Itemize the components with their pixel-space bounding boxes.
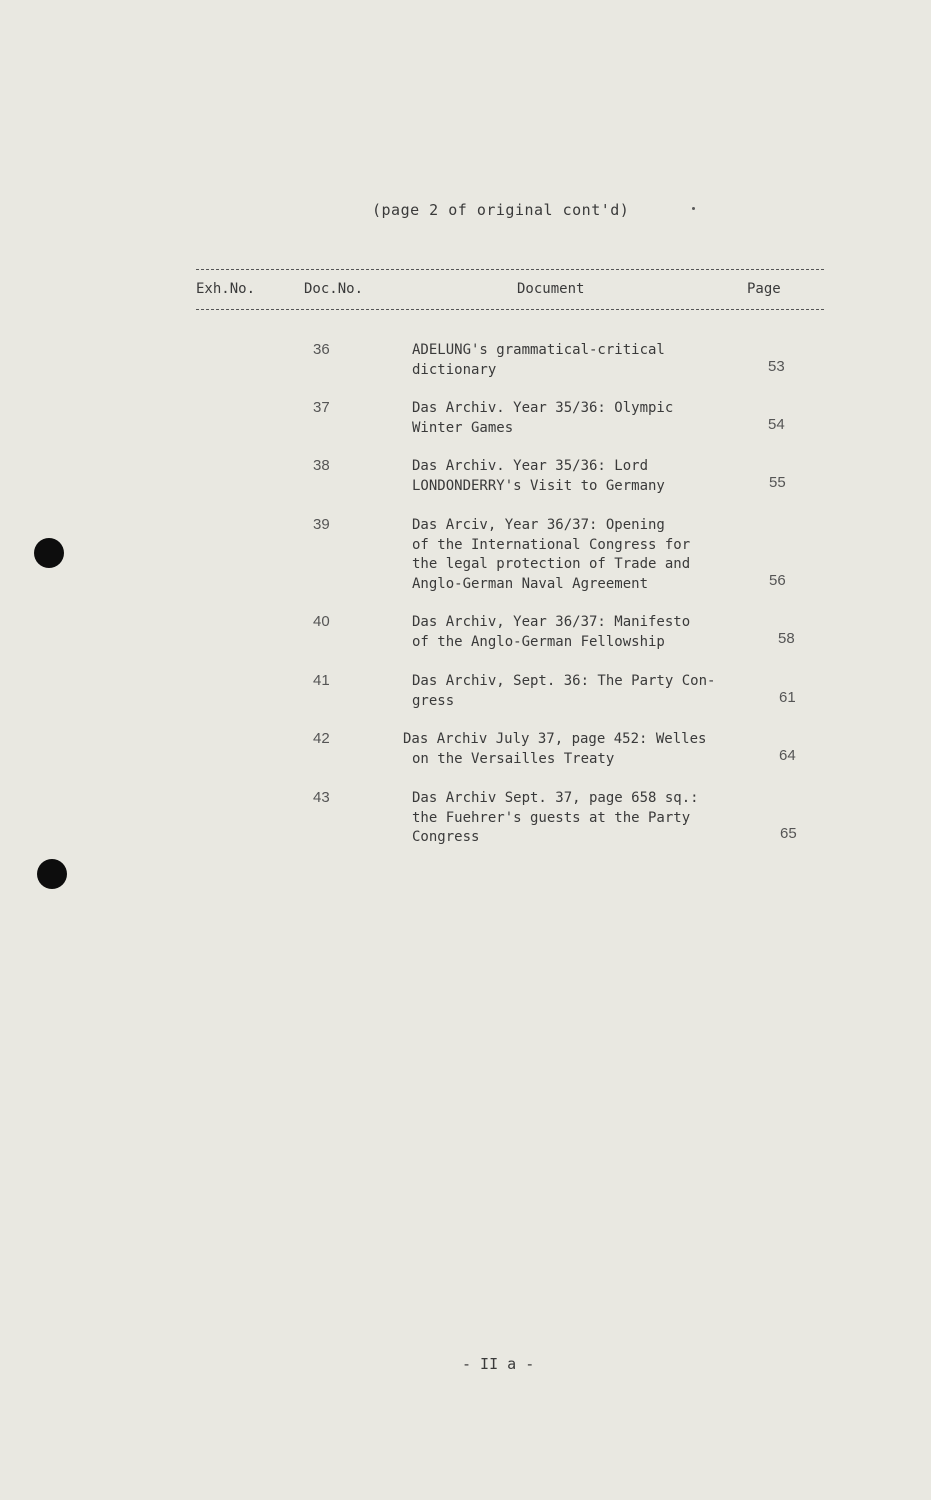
doc-number: 38: [313, 457, 330, 474]
description-line: Das Archiv. Year 35/36: Olympic: [412, 400, 674, 416]
document-description: [412, 672, 715, 711]
description-line: on the Versailles Treaty: [412, 750, 615, 767]
description-line: of the International Congress for: [412, 536, 691, 553]
column-header-page: Page: [747, 281, 781, 297]
doc-number: 39: [313, 516, 330, 533]
doc-number: 43: [313, 789, 330, 806]
page-number: 61: [779, 689, 796, 706]
column-header-exh-no: Exh.No.: [196, 281, 256, 297]
description-line: dictionary: [412, 361, 497, 378]
header-bottom-rule: [196, 309, 824, 310]
page-footer: - II a -: [462, 1355, 535, 1373]
document-description: [412, 613, 690, 652]
description-line: LONDONDERRY's Visit to Germany: [412, 477, 665, 494]
description-line: Das Archiv. Year 35/36: Lord: [412, 458, 649, 474]
description-line: ADELUNG's grammatical-critical: [412, 342, 665, 358]
description-line: gress: [412, 692, 455, 709]
page-number: 58: [778, 630, 795, 647]
description-line: Congress: [412, 829, 480, 845]
page-number: 65: [780, 825, 797, 842]
description-line: Das Arciv, Year 36/37: Opening: [412, 517, 665, 533]
description-line: the legal protection of Trade and: [412, 556, 691, 572]
header-top-rule: [196, 269, 824, 270]
document-description: [412, 399, 673, 438]
doc-number: 36: [313, 341, 330, 358]
description-line: Anglo-German Naval Agreement: [412, 575, 649, 592]
document-description: [403, 730, 706, 769]
page-subtitle: (page 2 of original cont'd): [372, 201, 630, 219]
doc-number: 42: [313, 730, 330, 747]
punch-hole: [34, 538, 64, 568]
description-line: Winter Games: [412, 419, 514, 436]
page-number: 54: [768, 416, 785, 433]
column-header-document: Document: [517, 281, 585, 297]
doc-number: 41: [313, 672, 330, 689]
doc-number: 40: [313, 613, 330, 630]
page-number: 64: [779, 747, 796, 764]
column-header-doc-no: Doc.No.: [304, 281, 364, 297]
document-description: [412, 457, 665, 496]
page-number: 56: [769, 572, 786, 589]
page-number: 55: [769, 474, 786, 491]
punch-hole: [37, 859, 67, 889]
description-line: Das Archiv Sept. 37, page 658 sq.:: [412, 790, 699, 806]
document-description: [412, 341, 665, 380]
description-line: Das Archiv, Sept. 36: The Party Con-: [412, 673, 716, 689]
description-line: Das Archiv, Year 36/37: Manifesto: [412, 614, 691, 630]
doc-number: 37: [313, 399, 330, 416]
document-description: [412, 516, 690, 594]
page-number: 53: [768, 358, 785, 375]
description-line: Das Archiv July 37, page 452: Welles: [403, 731, 707, 747]
description-line: of the Anglo-German Fellowship: [412, 633, 665, 650]
description-line: the Fuehrer's guests at the Party: [412, 809, 691, 826]
document-description: [412, 789, 699, 848]
ink-speck: [692, 207, 695, 210]
